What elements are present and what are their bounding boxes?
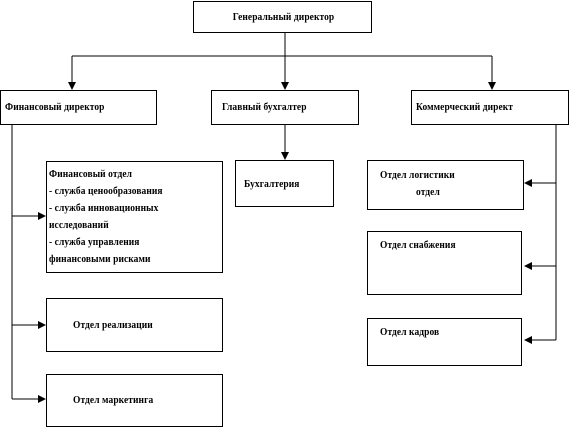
hr-dept-box [367,318,522,366]
arrow-supply [524,262,532,270]
sales-dept-label: Отдел реализации [73,319,153,331]
arrow-logistics [524,179,532,187]
arrow-fin-dept [38,212,46,220]
accounting-label: Бухгалтерия [244,178,300,190]
arrow-marketing-dept [38,395,46,403]
ceo-box [193,1,372,33]
fin-dept-line-5: финансовыми рисками [49,253,151,265]
marketing-dept-box [46,374,223,427]
logistics-dept-label-1: Отдел логистики [380,169,455,181]
fin-dept-title: Финансовый отдел [49,168,133,180]
arrow-hr [524,336,532,344]
logistics-dept-label-2: отдел [416,186,440,198]
fin-dept-line-1: - служба ценообразования [49,185,163,197]
marketing-dept-label: Отдел маркетинга [73,394,154,406]
fin-dept-line-2: - служба инновационных [49,202,159,214]
fin-director-box [0,90,157,125]
supply-dept-box [367,231,522,295]
arrow-commercial-director [488,82,496,90]
accounting-box [235,160,334,207]
hr-dept-label: Отдел кадров [380,326,440,338]
arrow-sales-dept [38,321,46,329]
fin-dept-box [46,161,223,273]
arrow-chief-accountant [281,82,289,90]
chief-accountant-box [211,90,359,125]
fin-director-label: Финансовый директор [5,101,105,113]
supply-dept-label: Отдел снабжения [380,239,456,251]
logistics-dept-box [367,160,524,210]
sales-dept-box [46,298,223,352]
commercial-director-box [411,90,569,125]
chief-accountant-label: Главный бухгалтер [222,101,307,113]
arrow-fin-director [68,82,76,90]
fin-dept-line-4: - служба управления [49,236,140,248]
commercial-director-label: Коммерческий директ [416,101,514,113]
fin-dept-line-3: исследований [49,219,109,231]
arrow-accounting [281,152,289,160]
ceo-label: Генеральный директор [232,11,335,23]
